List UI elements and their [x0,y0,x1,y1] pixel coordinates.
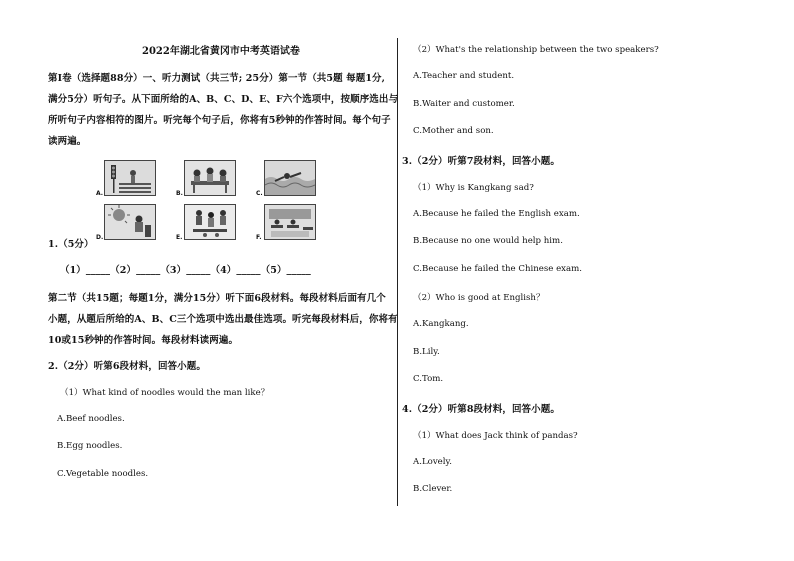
section2-line-1: 第二节（共15题；每题1分，满分15分）听下面6段材料。每段材料后面有几个 [48,293,386,304]
q3-sub1-option-a: A.Because he failed the English exam. [413,209,580,219]
intro-line-1: 第I卷（选择题88分）一、听力测试（共三节; 25分）第一节（共5题 每题1分, [48,73,386,84]
page-title: 2022年湖北省黄冈市中考英语试卷 [142,46,300,57]
sun-reading-illustration [105,205,155,239]
picture-label-b: B. [176,190,183,197]
section2-line-2: 小题，从题后所给的A、B、C三个选项中选出最佳选项。听完每段材料后，你将有 [48,314,398,325]
q2-sub2-option-b: B.Waiter and customer. [413,99,515,109]
q4-sub1-question: （1）What does Jack think of pandas? [413,431,578,441]
q3-sub2-option-a: A.Kangkang. [413,319,469,329]
q2-sub1-question: （1）What kind of noodles would the man like？ [60,388,270,398]
picture-c [264,160,316,196]
q2-sub2-option-c: C.Mother and son. [413,126,494,136]
intro-line-3: 所听句子内容相符的图片。听完每个句子后，你将有5秒钟的作答时间。每个句子 [48,115,391,126]
q2-sub1-option-c: C.Vegetable noodles. [57,469,149,479]
picture-label-c: C. [256,190,263,197]
intro-line-2: 满分5分）听句子。从下面所给的A、B、C、D、E、F六个选项中，按顺序选出与 [48,94,399,105]
picture-a [104,160,156,196]
traffic-scene-illustration [105,161,155,195]
q4-sub1-option-b: B.Clever. [413,484,453,494]
q2-sub2-question: （2）What's the relationship between the two speakers? [413,45,659,55]
picture-label-f: F. [256,234,262,241]
q2-label: 2.（2分）听第6段材料，回答小题。 [48,361,206,372]
column-divider [397,38,398,506]
picture-label-a: A. [96,190,104,197]
picture-b [184,160,236,196]
q3-label: 3.（2分）听第7段材料，回答小题。 [402,156,560,167]
q4-sub1-option-a: A.Lovely. [413,457,452,467]
q2-sub1-option-a: A.Beef noodles. [57,414,125,424]
picture-d [104,204,156,240]
swimming-illustration [265,161,315,195]
q3-sub1-option-c: C.Because he failed the Chinese exam. [413,264,583,274]
q3-sub1-option-b: B.Because no one would help him. [413,236,563,246]
q3-sub1-question: （1）Why is Kangkang sad? [413,183,534,193]
classroom-illustration [265,205,315,239]
picture-label-d: D. [96,234,104,241]
section2-line-3: 10或15秒钟的作答时间。每段材料读两遍。 [48,335,239,346]
picture-e [184,204,236,240]
q1-label: 1.（5分） [48,239,94,250]
q4-label: 4.（2分）听第8段材料，回答小题。 [402,404,560,415]
q2-sub1-option-b: B.Egg noodles. [57,441,123,451]
q3-sub2-option-b: B.Lily. [413,347,440,357]
q2-sub2-option-a: A.Teacher and student. [413,71,515,81]
party-illustration [185,205,235,239]
q3-sub2-option-c: C.Tom. [413,374,444,384]
q3-sub2-question: （2）Who is good at English？ [413,293,545,303]
picture-f [264,204,316,240]
intro-line-4: 读两遍。 [48,136,87,147]
q1-answer-blanks: （1）_____（2）_____（3）_____（4）_____（5）_____ [60,265,311,276]
picture-label-e: E. [176,234,183,241]
family-dinner-illustration [185,161,235,195]
